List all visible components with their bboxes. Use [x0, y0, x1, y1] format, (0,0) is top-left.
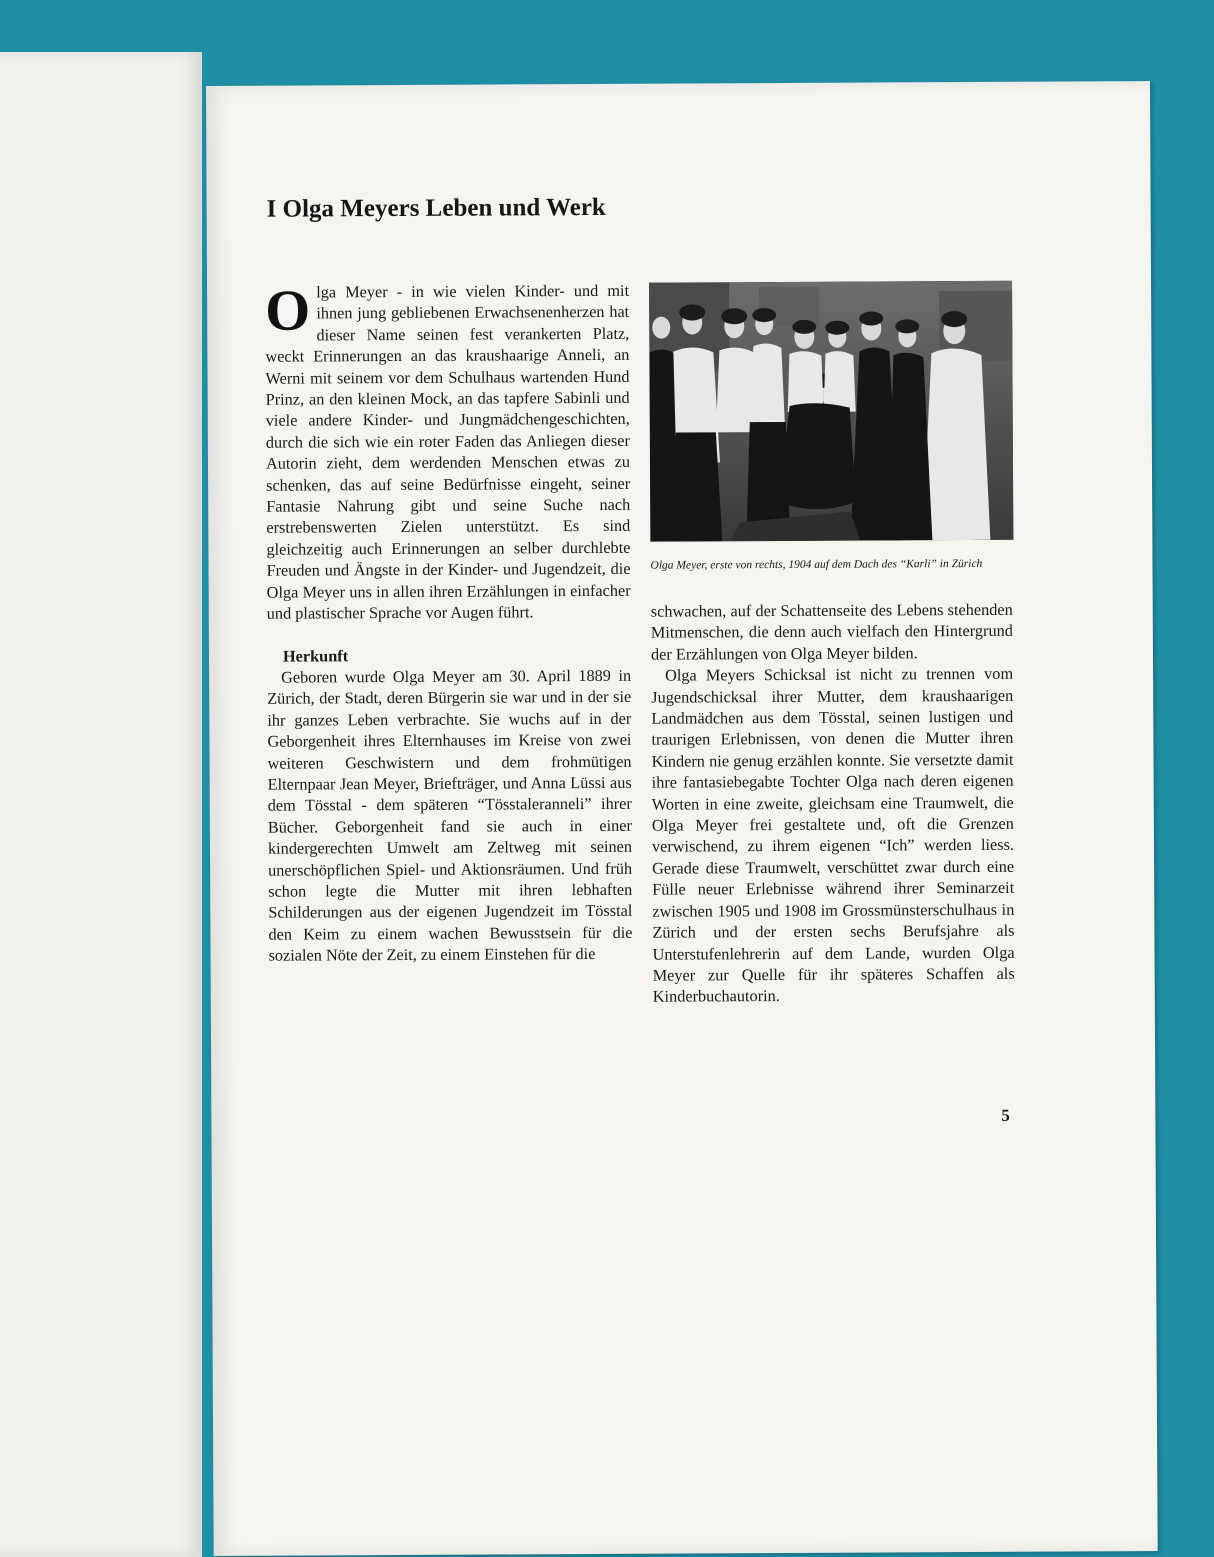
photo-caption: Olga Meyer, erste von rechts, 1904 auf dem Dach des “Karli” in Zürich	[650, 557, 983, 572]
page-number: 5	[1001, 1105, 1010, 1125]
historical-group-photo	[649, 281, 1013, 542]
schicksal-paragraph: Olga Meyers Schicksal ist nicht zu trennen vom Jugendschicksal ihrer Mutter, dem kraushaarigen Landmädchen aus dem Tösstal, seinen lustigen und traurigen Erlebnissen, von denen die Mutter ihren Kindern nie genug erzählen konnte. Sie versetzte damit ihre fantasiebegabte Tochter Olga nach deren eigenen Worten in eine zweite, gleichsam eine Traumwelt, die Olga Meyer frei gestaltete und, oft die Grenzen verwischend, zu ihrem eigenen “Ich” werden liess. Gerade diese Traumwelt, verschüttet zwar durch eine Fülle neuer Erlebnisse während ihrer Seminarzeit zwischen 1905 und 1908 im Grossmünsterschulhaus in Zürich und der ersten sechs Berufsjahre als Unterstufenlehrerin auf dem Lande, wurden Olga Meyer zur Quelle für ihr späteres Schaffen als Kinderbuchautorin.	[651, 664, 1015, 1006]
drop-cap: O	[265, 277, 311, 343]
photo-illustration	[649, 281, 1013, 542]
page-title: I Olga Meyers Leben und Werk	[266, 193, 606, 223]
left-text-column	[265, 277, 633, 966]
section-heading-herkunft: Herkunft	[282, 645, 349, 666]
left-page	[0, 52, 202, 1557]
intro-paragraph: lga Meyer - in wie vielen Kinder- und mit ihnen jung gebliebenen Erwachsenenherzen hat dieser Name seinen fest verankerten Platz, weckt Erinnerungen an das kraushaarige Anneli, an Werni mit seinem vor dem Schulhaus wartenden Hund Prinz, an den kleinen Mock, an das tapfere Sabinli und viele andere Kinder- und Jungmädchengeschichten, durch die sich wie ein roter Faden das Anliegen dieser Autorin zieht, dem werdenden Menschen etwas zu schenken, das auf seine Bedürfnisse eingeht, seiner Fantasie Nahrung gibt und seine Suche nach erstrebenswerten Zielen unterstützt. Es sind gleichzeitig auch Erinnerungen an selber durchlebte Freuden und Ängste in der Kinder- und Jugendzeit, die Olga Meyer uns in allen ihren Erzählungen in einfacher und plastischer Sprache vor Augen führt.	[265, 280, 631, 623]
continuation-paragraph: schwachen, auf der Schattenseite des Lebens stehenden Mitmenschen, die denn auch vielfach den Hintergrund der Erzählungen von Olga Meyer bilden.	[650, 599, 1013, 664]
right-page	[206, 81, 1158, 1556]
right-text-column	[651, 599, 1015, 1008]
herkunft-paragraph: Geboren wurde Olga Meyer am 30. April 1889 in Zürich, der Stadt, deren Bürgerin sie war und in der sie ihr ganzes Leben verbrachte. Sie wuchs auf in der Geborgenheit ihres Elternhauses im Kreise von zwei weiteren Geschwistern und dem frohmütigen Elternpaar Jean Meyer, Briefträger, und Anna Lüssi aus dem Tösstal - dem späteren “Tösstaleranneli” ihrer Bücher. Geborgenheit fand sie auch in einer kindergerechten Umwelt am Zeltweg mit seinen unerschöpflichen Spiel- und Aktionsräumen. Und früh schon legte die Mutter mit ihren lebhaften Schilderungen aus der eigenen Jugendzeit im Tösstal den Keim zu einem wachen Bewusstsein für die sozialen Nöte der Zeit, zu einem Einstehen für die	[267, 665, 633, 965]
